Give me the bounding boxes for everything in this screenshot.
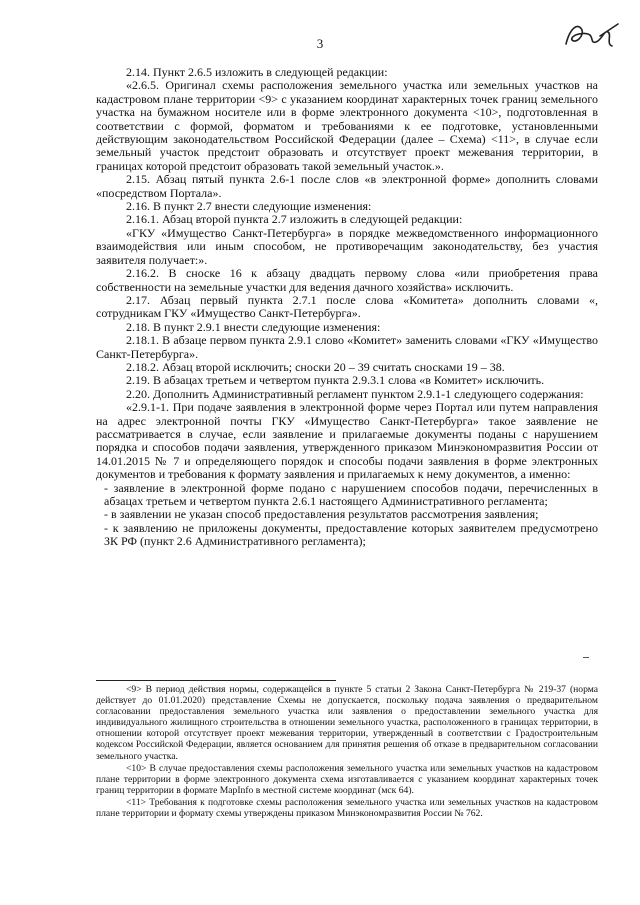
footnote: <9> В период действия нормы, содержащейся в пункте 5 статьи 2 Закона Санкт-Петербурга № 219-37 (норма действует до 01.01.2020) представление Схемы не допускается, поскольку подача заявления о предварительном согласовании предоставления земельного участка или заявления о предоставлении земельного участка для индивидуального жилищного строительства в отношении земельного участка, расположенного в границах территории, в отношении которой отсутствует проект межевания территории, утвержденный в соответствии с Градостроительным кодексом Российской Федерации, является основанием для принятия решения об отказе в предварительном согласовании земельного участка.	[96, 684, 598, 762]
main-text	[96, 66, 598, 549]
paragraph: 2.15. Абзац пятый пункта 2.6-1 после слов «в электронной форме» дополнить словами «посредством Портала».	[96, 172, 598, 200]
footnote-separator	[96, 680, 336, 681]
paragraph: 2.17. Абзац первый пункта 2.7.1 после слова «Комитета» дополнить словами «, сотрудникам ГКУ «Имущество Санкт-Петербурга».	[96, 292, 598, 321]
paragraph: 2.20. Дополнить Административный регламент пунктом 2.9.1-1 следующего содержания:	[126, 386, 584, 401]
paragraph: 2.18.1. В абзаце первом пункта 2.9.1 слово «Комитет» заменить словами «ГКУ «Имущество Санкт-Петербурга».	[96, 333, 598, 361]
handwritten-signature	[560, 14, 620, 54]
paragraph: 2.19. В абзацах третьем и четвертом пункта 2.9.3.1 слова «в Комитет» исключить.	[126, 373, 545, 388]
paragraph: «2.6.5. Оригинал схемы расположения земельного участка или земельных участков на кадастровом плане территории <9> с указанием координат характерных точек границ земельного участка на бумажном носителе или в форме электронного документа <10>, подготовленная в соответствии с формой, форматом и требованиями к ее подготовке, установленными действующим законодательством Российской Федерации (далее – Схема) <11>, в случае если земельный участок предстоит образовать и отсутствует проект межевания территории, в границах которой предстоит образовать такой земельный участок.».	[96, 78, 598, 173]
paragraph: «2.9.1-1. При подаче заявления в электронной форме через Портал или путем направления на адрес электронной почты ГКУ «Имущество Санкт-Петербурга» такое заявление не рассматривается в случае, если заявление и прилагаемые документы поданы с нарушением порядка и способов подачи заявления, утвержденного приказом Минэкономразвития России от 14.01.2015 № 7 и определяющего порядок и способы подачи заявления в форме электронных документов и требования к формату заявления и прилагаемых к нему документов, а именно:	[96, 400, 598, 482]
list-item: - к заявлению не приложены документы, предоставление которых заявителем предусмотрено ЗК РФ (пункт 2.6 Административного регламента);	[104, 520, 598, 549]
margin-mark	[583, 657, 589, 658]
paragraph: 2.16.1. Абзац второй пункта 2.7 изложить в следующей редакции:	[126, 212, 463, 227]
list-item: - в заявлении не указан способ предоставления результатов рассмотрения заявления;	[104, 507, 539, 522]
footnotes	[96, 684, 598, 820]
page-number: 3	[316, 36, 324, 51]
paragraph: 2.16.2. В сноске 16 к абзацу двадцать первому слова «или приобретения права собственности на земельные участки для ведения дачного хозяйства» исключить.	[96, 266, 598, 294]
list-item: - заявление в электронной форме подано с нарушением способов подачи, перечисленных в абзацах третьем и четвертом пункта 2.6.1 настоящего Административного регламента;	[104, 480, 598, 508]
footnote: <11> Требования к подготовке схемы расположения земельного участка или земельных участков на кадастровом плане территории и формату схемы утверждены приказом Минэкономразвития России № 762.	[96, 796, 598, 820]
paragraph: 2.16. В пункт 2.7 внести следующие изменения:	[126, 199, 372, 214]
paragraph: «ГКУ «Имущество Санкт-Петербурга» в порядке межведомственного информационного взаимодействия или иным способом, не противоречащим законодательству, без участия заявителя получает:».	[96, 225, 598, 267]
paragraph: 2.14. Пункт 2.6.5 изложить в следующей редакции:	[126, 65, 388, 79]
paragraph: 2.18.2. Абзац второй исключить; сноски 20 – 39 считать сносками 19 – 38.	[126, 359, 505, 374]
paragraph: 2.18. В пункт 2.9.1 внести следующие изменения:	[126, 319, 381, 334]
footnote: <10> В случае предоставления схемы расположения земельного участка или земельных участков на кадастровом плане территории в форме электронного документа схема изготавливается с указанием координат характерных точек границ территории в формате MapInfo в местной системе координат (мск 64).	[96, 762, 598, 796]
